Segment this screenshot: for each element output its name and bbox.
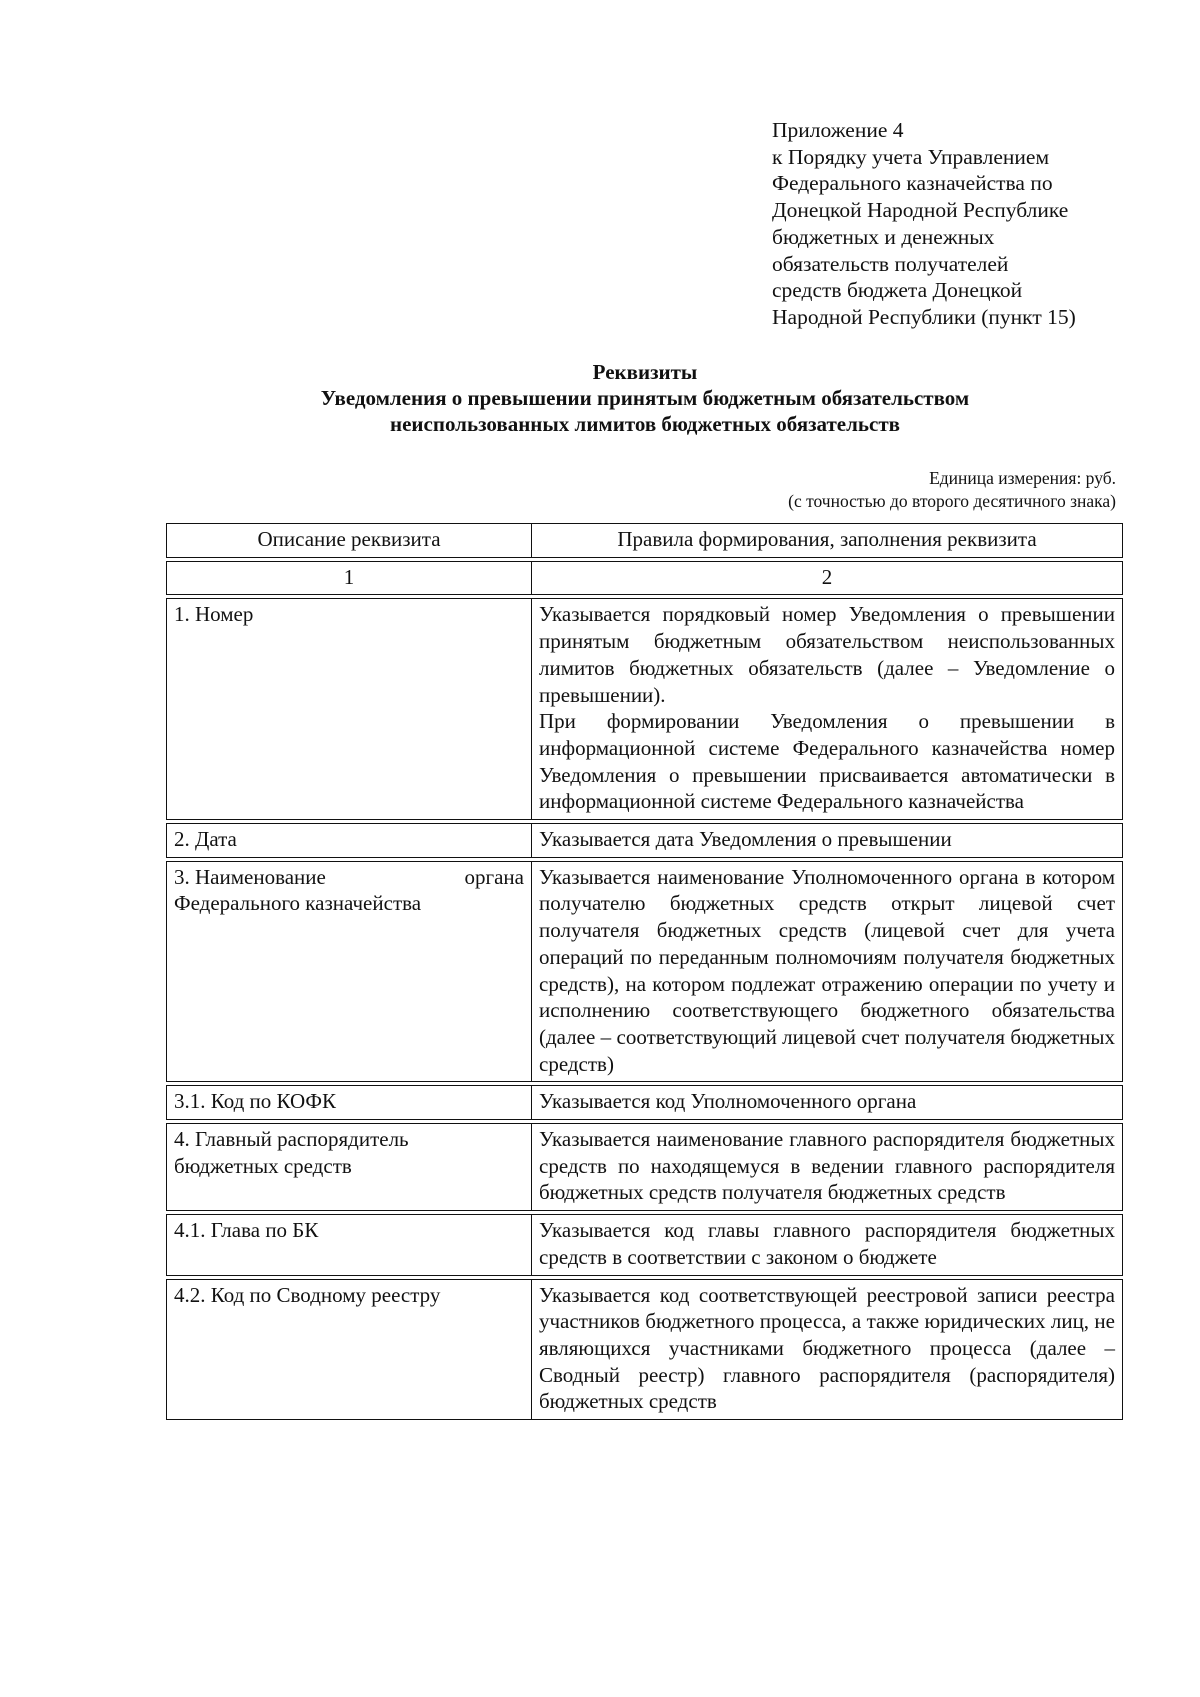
units-line-2: (с точностью до второго десятичного знака)	[788, 491, 1116, 511]
rule-paragraph: При формировании Уведомления о превышении в информационной системе Федерального казначейства номер Уведомления о превышении присваивается автоматически в информационной системе Федерального казначейства	[539, 709, 1115, 814]
requisite-name	[166, 1123, 532, 1211]
name-part: Федерального казначейства	[174, 891, 422, 916]
title-line-1: Реквизиты	[592, 360, 698, 384]
requisites-table	[166, 520, 1123, 1423]
appendix-line: к Порядку учета Управлением	[772, 144, 1050, 169]
requisite-name: 1. Номер	[166, 598, 532, 820]
table-row	[166, 861, 1123, 1083]
requisite-rule: Указывается наименование Уполномоченного органа в котором получателю бюджетных средств открыт лицевой счет получателя бюджетных средств (лицевой счет для учета операций по переданным полномочиям получателя бюджетных средств), на котором подлежат отражению операции по учету и исполнению соответствующего бюджетного обязательства (далее – соответствующий лицевой счет получателя бюджетных средств)	[532, 861, 1123, 1083]
requisite-name: 3.1. Код по КОФК	[166, 1085, 532, 1120]
appendix-note	[772, 117, 1132, 331]
name-part: органа	[464, 864, 524, 889]
units-note	[600, 467, 1116, 513]
requisite-rule: Указывается код Уполномоченного органа	[532, 1085, 1123, 1120]
table-row	[166, 1085, 1123, 1120]
rule-paragraph: Указывается порядковый номер Уведомления о превышении принятым бюджетным обязательством неиспользованных лимитов бюджетных обязательств (далее – Уведомление о превышении).	[539, 602, 1115, 707]
title-line-3: неиспользованных лимитов бюджетных обязательств	[390, 412, 900, 436]
requisite-rule: Указывается наименование главного распорядителя бюджетных средств по находящемуся в ведении главного распорядителя бюджетных средств получателя бюджетных средств	[532, 1123, 1123, 1211]
table-header-row	[166, 523, 1123, 558]
appendix-line: Народной Республики (пункт 15)	[772, 304, 1076, 329]
units-line-1: Единица измерения: руб.	[929, 468, 1116, 488]
requisite-name: 4.2. Код по Сводному реестру	[166, 1279, 532, 1421]
appendix-line: средств бюджета Донецкой	[772, 278, 1023, 303]
requisite-name: 4.1. Глава по БК	[166, 1214, 532, 1275]
column-number: 2	[532, 561, 1123, 596]
table-row	[166, 1214, 1123, 1275]
header-description: Описание реквизита	[166, 523, 532, 558]
appendix-line: Приложение 4	[772, 118, 904, 142]
appendix-line: Федерального казначейства по	[772, 171, 1053, 196]
requisite-name: 2. Дата	[166, 823, 532, 858]
name-part: 3. Наименование	[174, 864, 326, 889]
requisite-rule: Указывается код главы главного распорядителя бюджетных средств в соответствии с законом о бюджете	[532, 1214, 1123, 1275]
document-title	[160, 359, 1130, 437]
requisite-name	[166, 861, 532, 1083]
requisite-rule	[532, 598, 1123, 820]
requisite-rule: Указывается дата Уведомления о превышении	[532, 823, 1123, 858]
appendix-line: бюджетных и денежных	[772, 224, 995, 249]
column-number-row	[166, 561, 1123, 596]
table-row	[166, 823, 1123, 858]
appendix-line: обязательств получателей	[772, 251, 1009, 276]
appendix-line: Донецкой Народной Республике	[772, 198, 1069, 223]
table-row	[166, 598, 1123, 820]
name-first-line	[174, 864, 524, 891]
header-rules: Правила формирования, заполнения реквизита	[532, 523, 1123, 558]
title-line-2: Уведомления о превышении принятым бюджетным обязательством	[320, 386, 970, 410]
table-row	[166, 1123, 1123, 1211]
column-number: 1	[166, 561, 532, 596]
table-row	[166, 1279, 1123, 1421]
name-part: 4. Главный распорядитель	[174, 1127, 409, 1152]
name-part: бюджетных средств	[174, 1153, 352, 1178]
requisite-rule: Указывается код соответствующей реестровой записи реестра участников бюджетного процесса, а также юридических лиц, не являющихся участниками бюджетного процесса (далее – Сводный реестр) главного распорядителя (распорядителя) бюджетных средств	[532, 1279, 1123, 1421]
